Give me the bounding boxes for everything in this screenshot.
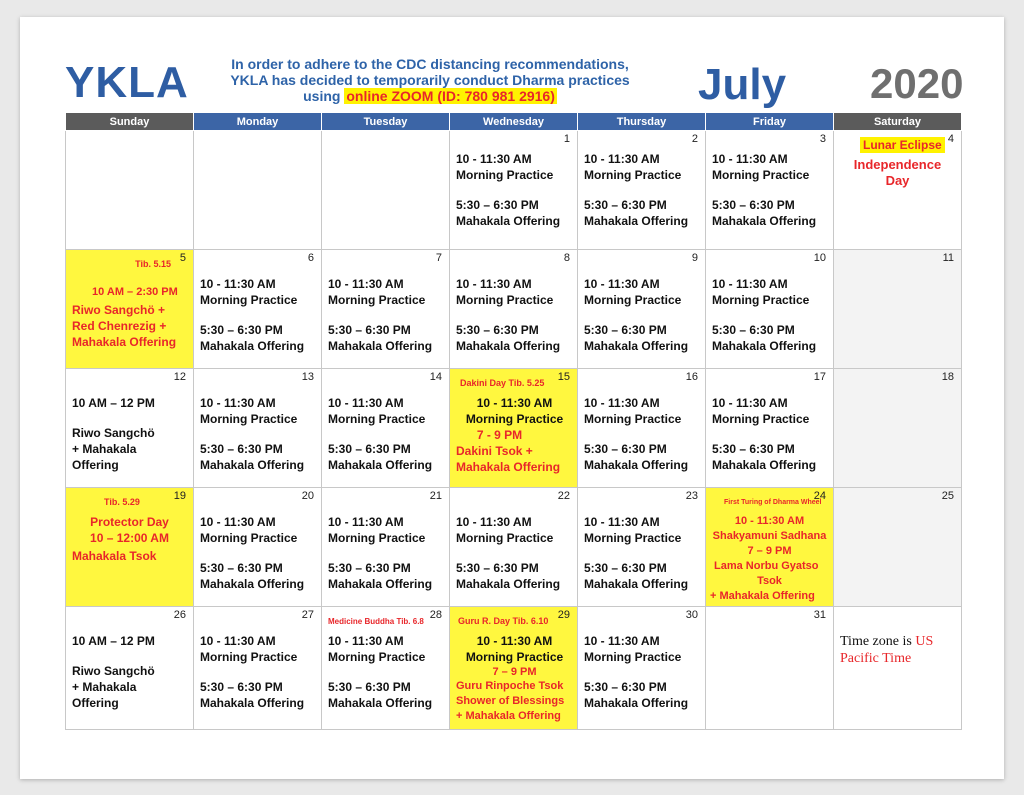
notice-line-3 <box>200 88 660 104</box>
event-time: 5:30 – 6:30 PM <box>712 198 795 212</box>
day-cell-27 <box>194 607 322 730</box>
event-label: Mahakala Offering <box>328 339 433 353</box>
event-label: Mahakala Offering <box>584 696 689 710</box>
event-label: Tsok <box>757 575 782 587</box>
day-number: 3 <box>819 133 826 145</box>
day-number: 28 <box>429 609 442 621</box>
week-row-2 <box>66 250 962 369</box>
org-title: YKLA <box>65 58 189 107</box>
day-number: 16 <box>685 371 698 383</box>
day-number: 20 <box>301 490 314 502</box>
event-label: Red Chenrezig + <box>72 319 167 333</box>
event-label: Mahakala Offering <box>328 458 433 472</box>
event-time: 10 - 11:30 AM <box>456 515 532 529</box>
dakini-day-tag: Dakini Day Tib. 5.25 <box>460 378 545 388</box>
event-label: Shower of Blessings <box>456 695 565 707</box>
day-number: 17 <box>813 371 826 383</box>
day-cell-11 <box>834 250 962 369</box>
event-time: 5:30 – 6:30 PM <box>456 323 539 337</box>
event-time: 10 AM – 2:30 PM <box>92 286 178 298</box>
day-cell-20 <box>194 488 322 607</box>
event-time: 10 - 11:30 AM <box>328 634 404 648</box>
notice-line-1: In order to adhere to the CDC distancing recommendations, <box>231 56 629 72</box>
event-label: Morning Practice <box>200 293 298 307</box>
protector-day-label: Protector Day <box>90 515 169 529</box>
year-title: 2020 <box>870 60 964 107</box>
event-time: 5:30 – 6:30 PM <box>200 323 283 337</box>
day-cell-22 <box>450 488 578 607</box>
day-cell-empty <box>194 131 322 250</box>
guru-day-tag: Guru R. Day Tib. 6.10 <box>458 616 549 626</box>
event-label: Guru Rinpoche Tsok <box>456 680 564 692</box>
month-title: July <box>698 60 787 109</box>
day-cell-25 <box>834 488 962 607</box>
event-time: 5:30 – 6:30 PM <box>584 442 667 456</box>
event-time: 10 AM – 12 PM <box>72 396 155 410</box>
day-cell-19 <box>66 488 194 607</box>
event-time: 5:30 – 6:30 PM <box>584 323 667 337</box>
event-time: 10 - 11:30 AM <box>712 396 788 410</box>
event-label: Morning Practice <box>328 412 426 426</box>
day-cell-26 <box>66 607 194 730</box>
event-time: 5:30 – 6:30 PM <box>328 323 411 337</box>
event-label: Mahakala Offering <box>200 696 305 710</box>
day-cell-28 <box>322 607 450 730</box>
day-cell-12 <box>66 369 194 488</box>
event-time: 10 - 11:30 AM <box>476 396 553 410</box>
day-number: 25 <box>941 490 954 502</box>
timezone-prefix: Time zone is <box>840 634 916 649</box>
day-number: 10 <box>813 252 826 264</box>
day-number: 24 <box>813 490 826 502</box>
timezone-us: US <box>915 634 934 649</box>
day-cell-2 <box>578 131 706 250</box>
day-number: 27 <box>301 609 314 621</box>
day-number: 29 <box>557 609 570 621</box>
header-thursday: Thursday <box>578 113 706 131</box>
event-label: Mahakala Offering <box>456 460 561 474</box>
day-number: 1 <box>563 133 570 145</box>
event-label: Morning Practice <box>200 412 298 426</box>
event-label: Morning Practice <box>712 168 810 182</box>
day-number: 30 <box>685 609 698 621</box>
day-cell-31 <box>706 607 834 730</box>
day-cell-7 <box>322 250 450 369</box>
event-label: Offering <box>72 696 119 710</box>
event-time: 10 - 11:30 AM <box>734 515 805 527</box>
day-number: 14 <box>429 371 442 383</box>
event-label: Morning Practice <box>456 293 554 307</box>
notice-line-2: YKLA has decided to temporarily conduct Dharma practices <box>230 72 630 88</box>
medicine-buddha-tag: Medicine Buddha Tib. 6.8 <box>328 617 424 626</box>
independence-day-note: Independence Day <box>853 157 942 188</box>
event-time: 5:30 – 6:30 PM <box>200 680 283 694</box>
event-label: Morning Practice <box>584 412 682 426</box>
header-monday: Monday <box>194 113 322 131</box>
day-number: 11 <box>942 252 954 264</box>
day-cell-9 <box>578 250 706 369</box>
day-cell-6 <box>194 250 322 369</box>
event-label: Morning Practice <box>712 412 810 426</box>
event-time: 10 – 12:00 AM <box>90 531 169 545</box>
day-cell-14 <box>322 369 450 488</box>
day-cell-15 <box>450 369 578 488</box>
event-label: Mahakala Offering <box>72 335 177 349</box>
event-time: 10 - 11:30 AM <box>712 277 788 291</box>
day-number: 23 <box>685 490 698 502</box>
event-label: Dakini Tsok + <box>456 444 533 458</box>
event-time: 5:30 – 6:30 PM <box>200 442 283 456</box>
header-saturday: Saturday <box>834 113 962 131</box>
day-number: 7 <box>435 252 442 264</box>
day-cell-10 <box>706 250 834 369</box>
event-label: Morning Practice <box>465 412 564 426</box>
zoom-notice <box>200 56 660 104</box>
event-label: Morning Practice <box>200 531 298 545</box>
event-time: 10 - 11:30 AM <box>584 396 660 410</box>
event-time: 10 - 11:30 AM <box>328 396 404 410</box>
event-label: Mahakala Offering <box>200 339 305 353</box>
event-time: 5:30 – 6:30 PM <box>584 198 667 212</box>
event-time: 10 - 11:30 AM <box>584 152 660 166</box>
event-time: 10 - 11:30 AM <box>328 277 404 291</box>
event-time: 10 - 11:30 AM <box>200 277 276 291</box>
event-time: 10 - 11:30 AM <box>584 277 660 291</box>
event-label: Mahakala Offering <box>584 458 689 472</box>
event-time: 10 - 11:30 AM <box>584 634 660 648</box>
calendar-grid <box>65 112 962 730</box>
event-label: Mahakala Offering <box>200 577 305 591</box>
event-label: Morning Practice <box>200 650 298 664</box>
event-label: Offering <box>72 458 119 472</box>
event-time: 5:30 – 6:30 PM <box>456 198 539 212</box>
day-cell-18 <box>834 369 962 488</box>
event-label: Mahakala Offering <box>456 577 561 591</box>
event-label: Morning Practice <box>328 531 426 545</box>
event-label: Morning Practice <box>456 531 554 545</box>
event-label: Morning Practice <box>584 293 682 307</box>
event-label: Morning Practice <box>328 650 426 664</box>
lunar-eclipse-badge: Lunar Eclipse <box>860 137 945 153</box>
event-time: 10 - 11:30 AM <box>328 515 404 529</box>
dharma-wheel-tag: First Turing of Dharma Wheel <box>724 499 822 506</box>
tibetan-date-tag: Tib. 5.15 <box>135 259 171 269</box>
event-label: Mahakala Offering <box>712 458 817 472</box>
event-time: 10 - 11:30 AM <box>200 515 276 529</box>
event-label: Morning Practice <box>456 168 554 182</box>
event-time: 7 – 9 PM <box>747 545 792 557</box>
header-tuesday: Tuesday <box>322 113 450 131</box>
day-cell-23 <box>578 488 706 607</box>
event-label: Mahakala Offering <box>200 458 305 472</box>
event-label: Shakyamuni Sadhana <box>712 530 827 542</box>
event-time: 5:30 – 6:30 PM <box>584 680 667 694</box>
event-time: 10 - 11:30 AM <box>584 515 660 529</box>
event-time: 5:30 – 6:30 PM <box>456 561 539 575</box>
event-time: 5:30 – 6:30 PM <box>200 561 283 575</box>
timezone-note <box>840 633 957 667</box>
event-label: Morning Practice <box>712 293 810 307</box>
day-cell-4 <box>834 131 962 250</box>
day-cell-16 <box>578 369 706 488</box>
event-label: Riwo Sangchö <box>72 664 155 678</box>
event-label: Mahakala Tsok <box>72 549 157 563</box>
event-time: 10 AM – 12 PM <box>72 634 155 648</box>
day-number: 2 <box>691 133 698 145</box>
day-number: 9 <box>691 252 698 264</box>
event-time: 5:30 – 6:30 PM <box>328 442 411 456</box>
day-cell-17 <box>706 369 834 488</box>
tibetan-date-tag: Tib. 5.29 <box>104 497 140 507</box>
header-sunday: Sunday <box>66 113 194 131</box>
header-friday: Friday <box>706 113 834 131</box>
event-label: Mahakala Offering <box>584 214 689 228</box>
day-cell-8 <box>450 250 578 369</box>
day-cell-1 <box>450 131 578 250</box>
day-cell-29 <box>450 607 578 730</box>
day-number: 19 <box>173 490 186 502</box>
day-number: 13 <box>301 371 314 383</box>
day-number: 22 <box>557 490 570 502</box>
week-row-4 <box>66 488 962 607</box>
event-label: + Mahakala <box>72 442 137 456</box>
timezone-cell <box>834 607 962 730</box>
event-label: Morning Practice <box>584 650 682 664</box>
week-row-1 <box>66 131 962 250</box>
event-time: 10 - 11:30 AM <box>200 634 276 648</box>
day-number: 12 <box>173 371 186 383</box>
event-label: + Mahakala <box>72 680 137 694</box>
event-label: + Mahakala Offering <box>710 590 815 602</box>
event-label: Mahakala Offering <box>584 577 689 591</box>
day-number: 4 <box>947 133 954 145</box>
day-cell-empty <box>322 131 450 250</box>
event-time: 5:30 – 6:30 PM <box>712 323 795 337</box>
week-row-3 <box>66 369 962 488</box>
week-row-5 <box>66 607 962 730</box>
event-time: 10 - 11:30 AM <box>200 396 276 410</box>
event-time: 5:30 – 6:30 PM <box>328 561 411 575</box>
timezone-rest: Pacific Time <box>840 651 912 666</box>
day-number: 21 <box>429 490 442 502</box>
event-label: Mahakala Offering <box>456 214 561 228</box>
event-label: Morning Practice <box>584 168 682 182</box>
day-number: 26 <box>173 609 186 621</box>
event-label: Morning Practice <box>584 531 682 545</box>
day-number: 5 <box>179 252 186 264</box>
day-cell-24 <box>706 488 834 607</box>
event-label: Riwo Sangchö + <box>72 303 166 317</box>
event-label: Mahakala Offering <box>712 214 817 228</box>
day-cell-13 <box>194 369 322 488</box>
event-label: Morning Practice <box>465 650 564 664</box>
event-label: Mahakala Offering <box>328 696 433 710</box>
day-cell-5 <box>66 250 194 369</box>
event-time: 5:30 – 6:30 PM <box>328 680 411 694</box>
day-cell-21 <box>322 488 450 607</box>
event-label: Lama Norbu Gyatso <box>714 560 819 572</box>
day-number: 8 <box>563 252 570 264</box>
event-time: 5:30 – 6:30 PM <box>712 442 795 456</box>
day-number: 6 <box>307 252 314 264</box>
event-label: + Mahakala Offering <box>456 710 561 722</box>
event-time: 5:30 – 6:30 PM <box>584 561 667 575</box>
day-cell-30 <box>578 607 706 730</box>
event-time: 10 - 11:30 AM <box>712 152 788 166</box>
day-number: 31 <box>813 609 826 621</box>
event-label: Riwo Sangchö <box>72 426 155 440</box>
event-label: Mahakala Offering <box>328 577 433 591</box>
event-label: Mahakala Offering <box>712 339 817 353</box>
notice-prefix: using <box>303 88 345 104</box>
event-label: Mahakala Offering <box>456 339 561 353</box>
day-number: 15 <box>557 371 570 383</box>
day-number: 18 <box>941 371 954 383</box>
event-time: 10 - 11:30 AM <box>456 152 532 166</box>
day-cell-3 <box>706 131 834 250</box>
event-time: 7 - 9 PM <box>476 428 523 442</box>
weekday-header-row <box>66 113 962 131</box>
event-time: 10 - 11:30 AM <box>476 634 553 648</box>
day-cell-empty <box>66 131 194 250</box>
header-wednesday: Wednesday <box>450 113 578 131</box>
event-label: Mahakala Offering <box>584 339 689 353</box>
event-time: 7 – 9 PM <box>492 666 537 678</box>
event-time: 10 - 11:30 AM <box>456 277 532 291</box>
event-label: Morning Practice <box>328 293 426 307</box>
zoom-id-link[interactable]: online ZOOM (ID: 780 981 2916) <box>346 88 555 104</box>
